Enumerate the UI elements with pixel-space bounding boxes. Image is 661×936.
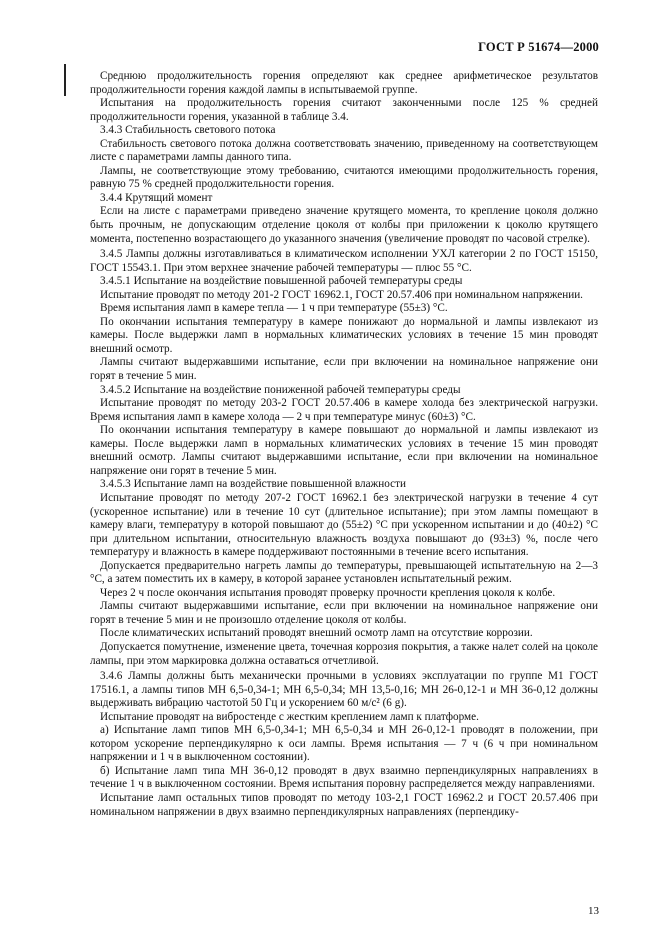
paragraph: Испытание проводят на вибростенде с жестким креплением ламп к платформе.	[100, 710, 479, 723]
paragraph: б) Испытание ламп типа МН 36-0,12 проводят в двух взаимно перпендикулярных направлениях в течение 1 ч в выключенном состоянии. Время испытания поровну распределяется между направлениями.	[90, 764, 598, 791]
paragraph: Лампы, не соответствующие этому требованию, считаются имеющими продолжительность горения, равную 75 % средней продолжительности горения.	[90, 164, 598, 191]
section-heading: 3.4.5.1 Испытание на воздействие повышенной рабочей температуры среды	[100, 275, 463, 288]
document-header: ГОСТ Р 51674—2000	[478, 40, 599, 54]
paragraph: 3.4.6 Лампы должны быть механически прочными в условиях эксплуатации по группе М1 ГОСТ 17516.1, а лампы типов МН 6,5-0,34-1; МН 6,5-0,34; МН 13,5-0,16; МН 26-0,12-1 и МН 36-0,12 должны выдерживать вибрацию частотой 50 Гц и ускорением 60 м/с² (6 g).	[90, 670, 598, 710]
paragraph: После климатических испытаний проводят внешний осмотр ламп на отсутствие коррозии.	[100, 627, 533, 640]
section-heading: 3.4.4 Крутящий момент	[100, 191, 213, 204]
paragraph: По окончании испытания температуру в камере повышают до нормальной и лампы извлекают из камеры. После выдержки ламп в нормальных климатических условиях в течение 15 мин проводят внешний осмотр. Лампы считают выдержавшими испытание, если при включении на номинальное напряжение они горят в течение 5 мин.	[90, 424, 598, 477]
paragraph: Лампы считают выдержавшими испытание, если при включении на номинальное напряжение они горят в течение 5 мин и не произошло отделение цоколя от колбы.	[90, 600, 598, 626]
paragraph: 3.4.5 Лампы должны изготавливаться в климатическом исполнении УХЛ категории 2 по ГОСТ 15150, ГОСТ 15543.1. При этом верхнее значение рабочей температуры — плюс 55 °С.	[90, 248, 598, 274]
paragraph: Испытание проводят по методу 203-2 ГОСТ 20.57.406 в камере холода без электрической нагрузки. Время испытания ламп в камере холода — 2 ч при температуре минус (60±3) °С.	[90, 397, 598, 423]
paragraph: Если на листе с параметрами приведено значение крутящего момента, то крепление цоколя должно быть прочным, не допускающим отделение цоколя от колбы при приложении к цоколю крутящего момента, постепенно возрастающего до указанного значения (увеличение проводят по часовой стрелке).	[90, 205, 598, 245]
paragraph: Время испытания ламп в камере тепла — 1 ч при температуре (55±3) °С.	[100, 302, 448, 315]
paragraph: Испытания на продолжительность горения считают законченными после 125 % средней продолжительности горения, указанной в таблице 3.4.	[90, 97, 598, 123]
paragraph: Стабильность светового потока должна соответствовать значению, приведенному на соответствующем листе с параметрами лампы данного типа.	[90, 137, 598, 164]
page-number: 13	[588, 905, 599, 917]
paragraph: Через 2 ч после окончания испытания проводят проверку прочности крепления цоколя к колбе.	[100, 586, 556, 599]
paragraph: Испытание проводят по методу 201-2 ГОСТ 16962.1, ГОСТ 20.57.406 при номинальном напряжении.	[100, 288, 583, 301]
paragraph: Допускается помутнение, изменение цвета, точечная коррозия покрытия, а также налет солей на цоколе лампы, при этом маркировка должна оставаться отчетливой.	[90, 640, 598, 667]
paragraph: а) Испытание ламп типов МН 6,5-0,34-1; МН 6,5-0,34 и МН 26-0,12-1 проводят в положении, при котором ускорение перпендикулярно к оси лампы. Время испытания — 7 ч (6 ч при номинальном напряжении и 1 ч в выключенном состоянии).	[90, 724, 598, 764]
paragraph: Допускается предварительно нагреть лампы до температуры, превышающей испытательную на 2—3 °С, а затем поместить их в камеру, в которой заранее установлен испытательный режим.	[90, 559, 598, 586]
paragraph: Среднюю продолжительность горения определяют как среднее арифметическое результатов продолжительности горения каждой лампы в испытываемой группе.	[90, 70, 598, 96]
paragraph: Испытание ламп остальных типов проводят по методу 103-2,1 ГОСТ 16962.2 и ГОСТ 20.57.406 при номинальном напряжении в двух взаимно перпендикулярных направлениях (перпендику-	[90, 791, 598, 818]
paragraph: Испытание проводят по методу 207-2 ГОСТ 16962.1 без электрической нагрузки в течение 4 сут (ускоренное испытание) или в течение 10 сут (длительное испытание); при этом лампы помещают в камеру влаги, температуру в которой повышают до (55±2) °С при ускоренном испытании и до (40±2) °С при длительном испытании, относительную влажность воздуха повышают до (93±3) %, после чего температуру и влажность в камере поддерживают постоянными в течение всего испытания.	[90, 491, 598, 559]
section-heading: 3.4.5.3 Испытание ламп на воздействие повышенной влажности	[100, 478, 406, 491]
section-heading: 3.4.5.2 Испытание на воздействие пониженной рабочей температуры среды	[100, 383, 461, 396]
revision-margin-bar	[64, 64, 66, 96]
paragraph: Лампы считают выдержавшими испытание, если при включении на номинальное напряжение они горят в течение 5 мин.	[90, 356, 598, 383]
section-heading: 3.4.3 Стабильность светового потока	[100, 124, 276, 137]
document-body	[90, 70, 598, 819]
paragraph: По окончании испытания температуру в камере понижают до нормальной и лампы извлекают из камеры. После выдержки ламп в нормальных климатических условиях в течение 15 мин проводят внешний осмотр.	[90, 315, 598, 355]
